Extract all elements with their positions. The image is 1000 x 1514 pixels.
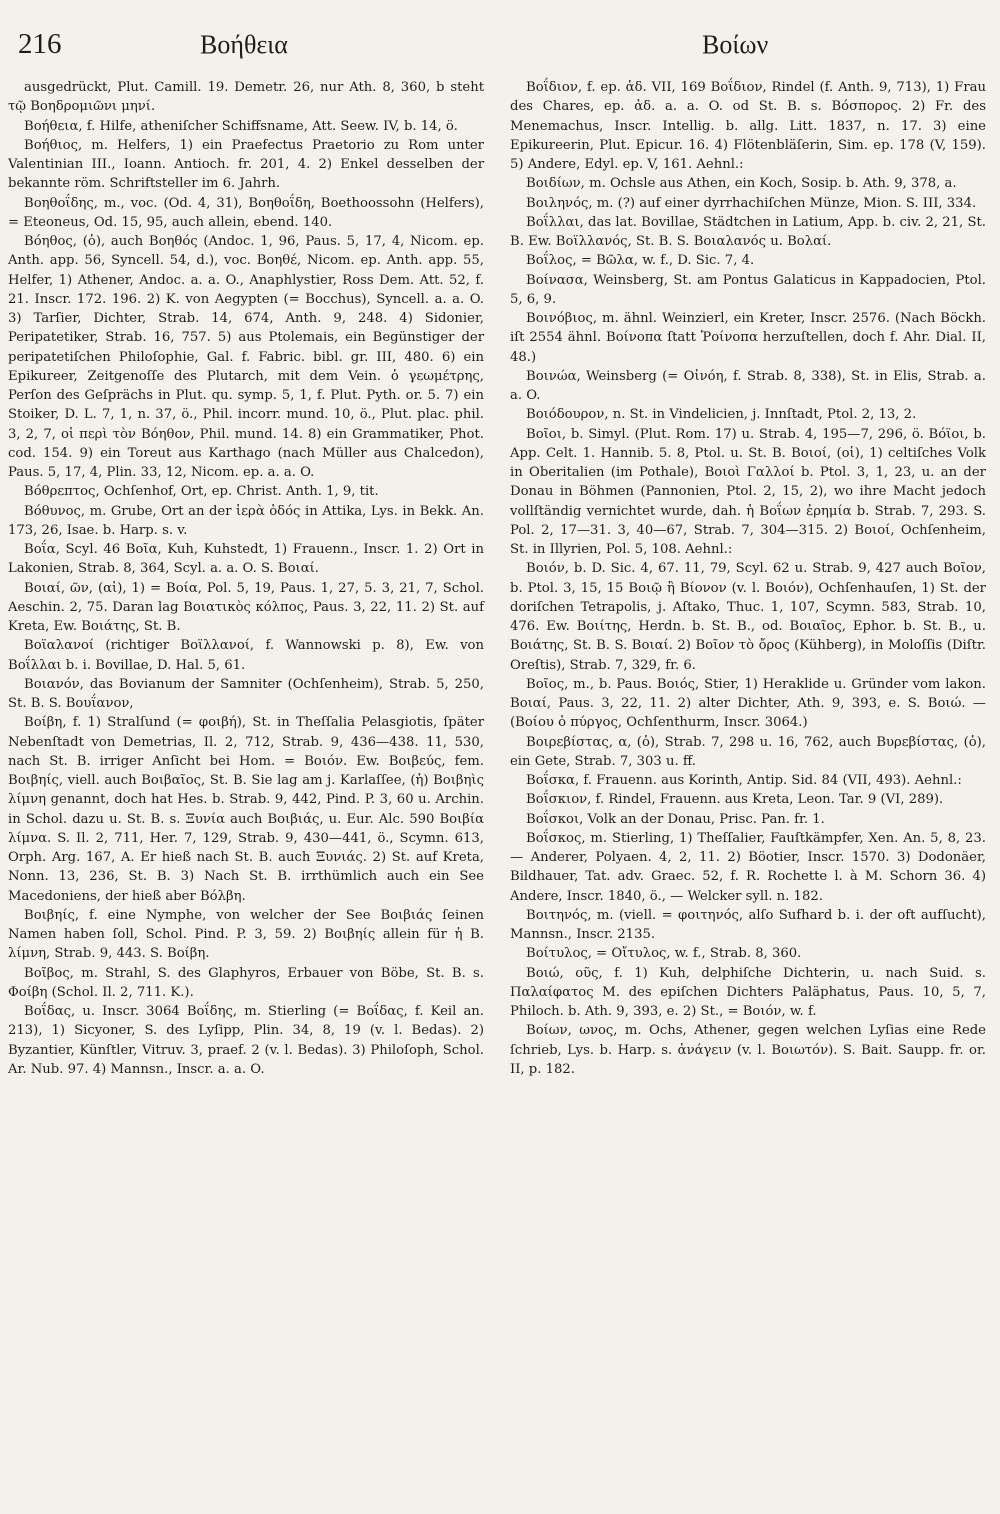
page-number: 216 <box>18 28 62 60</box>
dictionary-entry: Βόθυνος, m. Grube, Ort an der ἱερὰ ὁδός in Attika, Lys. in Bekk. An. 173, 26, Isae. b. Harp. s. v. <box>8 503 484 538</box>
dictionary-entry: Βόηθος, (ὁ), auch Βοηθός (Andoc. 1, 96, Paus. 5, 17, 4, Nicom. ep. Anth. app. 56, Syncell. 54, d.), voc. Βοηθέ, Nicom. ep. Anth. app. 55, Helfer, 1) Athener, Andoc. a. a. O., Anaphlystier, Ross Dem. Att. 52, f. 21. Inscr. 172. 196. 2) K. von Aegypten (= Bocchus), Syncell. a. a. O. 3) Tarſier, Dichter, Strab. 14, 674, Anth. 9, 248. 4) Sidonier, Peripatetiker, Strab. 16, 757. 5) aus Ptolemais, ein Begünstiger der peripatetiſchen Philoſophie, Gal. f. Fabric. bibl. gr. III, 480. 6) ein Epikureer, Zeitgenoſſe des Plutarch, mit dem Vein. ὁ γεωμέτρης, Perſon des Geſprächs in Plut. qu. symp. 5, 1, f. Plut. Pyth. or. 5. 7) ein Stoiker, D. L. 7, 1, n. 37, ö., Phil. incorr. mund. 10, ö., Plut. plac. phil. 3, 2, 7, οἱ περὶ τὸν Βόηθον, Phil. mund. 14. 8) ein Grammatiker, Phot. cod. 154. 9) ein Toreut aus Karthago (nach Müller aus Chalcedon), Paus. 5, 17, 4, Plin. 33, 12, Nicom. ep. a. a. O. <box>8 234 484 480</box>
dictionary-entry: Βοιανόν, das Bovianum der Samniter (Ochſenheim), Strab. 5, 250, St. B. S. Βουΐανον, <box>8 676 484 711</box>
dictionary-entry: Βοΐσκος, m. Stierling, 1) Theſſalier, Fauſtkämpfer, Xen. An. 5, 8, 23. — Anderer, Polyaen. 4, 2, 11. 2) Böotier, Inscr. 1570. 3) Dodonäer, Bildhauer, Tat. adv. Graec. 52, f. R. Rochette l. à M. Schorn 36. 4) Andere, Inscr. 1840, ö., — Welcker syll. n. 182. <box>510 830 986 904</box>
dictionary-entry: Βοιαί, ῶν, (αἱ), 1) = Βοία, Pol. 5, 19, Paus. 1, 27, 5. 3, 21, 7, Schol. Aeschin. 2, 75. Daran lag Βοιατικὸς κόλπος, Paus. 3, 22, 11. 2) St. auf Kreta, Ew. Βοιάτης, St. B. <box>8 580 484 634</box>
dictionary-entry: Βοιρεβίστας, α, (ὁ), Strab. 7, 298 u. 16, 762, auch Βυρεβίστας, (ὁ), ein Gete, Strab. 7, 303 u. ff. <box>510 734 986 769</box>
dictionary-entry: Βοΐλλαι, das lat. Bovillae, Städtchen in Latium, App. b. civ. 2, 21, St. B. Ew. Βοϊλλανός, St. B. S. Βοιαλανός u. Βολαί. <box>510 214 986 249</box>
running-head-right: Βοίων <box>702 30 769 59</box>
dictionary-entry: Βοΐα, Scyl. 46 Βοῖα, Kuh, Kuhstedt, 1) Frauenn., Inscr. 1. 2) Ort in Lakonien, Strab. 8, 364, Scyl. a. a. O. S. Βοιαί. <box>8 542 484 577</box>
dictionary-entry: Βοῖοι, b. Simyl. (Plut. Rom. 17) u. Strab. 4, 195—7, 296, ö. Βόϊοι, b. App. Celt. 1. Hannib. 5. 8, Ptol. u. St. B. Βοιοί, (οἱ), 1) celtiſches Volk in Oberitalien (im Pothale), Βοιοὶ Γαλλοί b. Ptol. 3, 1, 23, u. an der Donau in Böhmen (Pannonien, Ptol. 2, 15, 2), wo ihre Macht jedoch vollſtändig vernichtet wurde, dah. ἡ Βοΐων ἐρημία b. Strab. 7, 293. S. Pol. 2, 17—31. 3, 40—67, Strab. 7, 304—315. 2) Βοιοί, Ochſenheim, St. in Illyrien, Pol. 5, 108. Aehnl.: <box>510 426 986 557</box>
dictionary-entry: Βοίτυλος, = Οἴτυλος, w. f., Strab. 8, 360. <box>526 946 802 962</box>
dictionary-entry: Βοίων, ωνος, m. Ochs, Athener, gegen welchen Lyſias eine Rede ſchrieb, Lys. b. Harp. s. ἀνάγειν (v. l. Βοιωτόν). S. Bait. Saupp. fr. or. II, p. 182. <box>510 1023 986 1077</box>
dictionary-entry: Βόθρεπτος, Ochſenhof, Ort, ep. Christ. Anth. 1, 9, tit. <box>24 484 379 500</box>
dictionary-entry: Βοιβηίς, f. eine Nymphe, von welcher der See Βοιβιάς ſeinen Namen haben ſoll, Schol. Pind. P. 3, 59. 2) Βοιβηίς allein für ἡ Β. λίμνη, Strab. 9, 443. S. Βοίβη. <box>8 907 484 962</box>
dictionary-entry: Βοιόν, b. D. Sic. 4, 67. 11, 79, Scyl. 62 u. Strab. 9, 427 auch Βοῖον, b. Ptol. 3, 15, 15 Βοιῷ ἢ Βίονον (v. l. Βοιόν), Ochſenhauſen, 1) St. der doriſchen Tetrapolis, j. Aſtako, Thuc. 1, 107, Scymn. 583, Strab. 10, 476. Ew. Βοιίτης, Herdn. b. St. B., od. Βοιαῖος, Ephor. b. St. B., u. Βοιάτης, St. B. S. Βοιαί. 2) Βοῖον τὸ ὄρος (Kühberg), in Moloſſis (Diſtr. Oreſtis), Strab. 7, 329, fr. 6. <box>510 561 986 673</box>
dictionary-entry: Βοινόβιος, m. ähnl. Weinzierl, ein Kreter, Inscr. 2576. (Nach Böckh. iſt 2554 ähnl. Βοίνοπα ſtatt Ῥοίνοπα herzuſtellen, doch f. Ahr. Dial. II, 48.) <box>510 311 986 365</box>
dictionary-entry: Βοΐσκιον, f. Rindel, Frauenn. aus Kreta, Leon. Tar. 9 (VI, 289). <box>526 792 944 808</box>
page-header <box>18 18 982 72</box>
dictionary-entry: Βοιόδουρον, n. St. in Vindelicien, j. Innſtadt, Ptol. 2, 13, 2. <box>526 407 917 423</box>
dictionary-entry: Βοιτηνός, m. (viell. = φοιτηνός, alſo Sufhard b. i. der oft aufſucht), Mannsn., Inscr. 2135. <box>510 907 986 942</box>
dictionary-entry: Βοινώα, Weinsberg (= Οἰνόη, f. Strab. 8, 338), St. in Elis, Strab. a. a. O. <box>510 368 986 403</box>
dictionary-entry: Βοῖβος, m. Strahl, S. des Glaphyros, Erbauer von Böbe, St. B. s. Φοίβη (Schol. Il. 2, 711. K.). <box>8 965 484 1000</box>
dictionary-entry: Βοίνασα, Weinsberg, St. am Pontus Galaticus in Kappadocien, Ptol. 5, 6, 9. <box>510 272 986 307</box>
dictionary-entry: Βοίβη, f. 1) Stralſund (= φοιβή), St. in Theſſalia Pelasgiotis, ſpäter Nebenſtadt von Demetrias, Il. 2, 712, Strab. 9, 436—438. 11, 530, nach St. B. irriger Anſicht bei Hom. = Βοιόν. Ew. Βοιβεύς, fem. Βοιβηίς, viell. auch Βοιβαῖος, St. B. Sie lag am j. Karlaſſee, (ἡ) Βοιβηὶς λίμνη genannt, doch hat Hes. b. Strab. 9, 442, Pind. P. 3, 60 u. Archin. in Schol. dazu u. St. B. s. Ξυνία auch Βοιβιάς, u. Eur. Alc. 590 Βοιβία λίμνα. S. Il. 2, 711, Her. 7, 129, Strab. 9, 430—441, ö., Scymn. 613, Orph. Arg. 167, A. Er hieß nach St. B. auch Ξυνιάς. 2) St. auf Kreta, Nonn. 13, 236, St. B. 3) Nach St. B. irrthümlich auch ein See Macedoniens, der hieß aber Βόλβη. <box>8 715 484 904</box>
dictionary-entry: Βοήθεια, f. Hilfe, atheniſcher Schiffsname, Att. Seew. IV, b. 14, ö. <box>24 118 458 134</box>
dictionary-entry: Βοΐσκοι, Volk an der Donau, Prisc. Pan. fr. 1. <box>526 811 825 827</box>
dictionary-entry: Βοϊαλανοί (richtiger Βοϊλλανοί, f. Wannowski p. 8), Ew. von Βοΐλλαι b. i. Bovillae, D. Hal. 5, 61. <box>8 638 484 673</box>
dictionary-entry: Βοῖος, m., b. Paus. Βοιός, Stier, 1) Heraklide u. Gründer vom lakon. Βοιαί, Paus. 3, 22, 11. 2) alter Dichter, Ath. 9, 393, e. S. Βοιώ. — (Βοίου ὁ πύργος, Ochſenthurm, Inscr. 3064.) <box>510 676 986 731</box>
dictionary-entry: Βοΐδας, u. Inscr. 3064 Βοΐδης, m. Stierling (= Βοΐδας, f. Keil an. 213), 1) Sicyoner, S. des Lyſipp, Plin. 34, 8, 19 (v. l. Bedas). 2) Byzantier, Künſtler, Vitruv. 3, praef. 2 (v. l. Bedas). 3) Philoſoph, Schol. Ar. Nub. 97. 4) Mannsn., Inscr. a. a. O. <box>8 1004 484 1077</box>
dictionary-entry: Βοΐσκα, f. Frauenn. aus Korinth, Antip. Sid. 84 (VII, 493). Aehnl.: <box>526 773 962 788</box>
dictionary-entry: ausgedrückt, Plut. Camill. 19. Demetr. 26, nur Ath. 8, 360, b steht τῷ Βοηδρομιῶνι μηνί. <box>8 80 484 115</box>
dictionary-entry: Βοΐδιον, f. ep. ἀδ. VII, 169 Βοΐδιον, Rindel (f. Anth. 9, 713), 1) Frau des Chares, ep. ἀδ. a. a. O. od St. B. s. Βόσπορος. 2) Fr. des Menemachus, Inscr. Intellig. b. allg. Litt. 1837, n. 17. 3) eine Epikureerin, Plut. Epicur. 16. 4) Flötenbläſerin, Sim. ep. 178 (V, 159). 5) Andere, Edyl. ep. V, 161. Aehnl.: <box>510 80 986 172</box>
right-column <box>510 78 986 1079</box>
running-head-left: Βοήθεια <box>200 30 288 59</box>
left-column <box>8 78 484 1079</box>
dictionary-entry: Βοΐλος, = Βῶλα, w. f., D. Sic. 7, 4. <box>526 253 755 269</box>
dictionary-entry: Βοιληνός, m. (?) auf einer dyrrhachiſchen Münze, Mion. S. III, 334. <box>526 195 977 211</box>
dictionary-entry: Βοήθιος, m. Helfers, 1) ein Praefectus Praetorio zu Rom unter Valentinian III., Ioann. Antioch. fr. 201, 4. 2) Enkel desselben der bekannte röm. Schriftsteller im 6. Jahrh. <box>8 137 484 192</box>
dictionary-entry: Βοιδίων, m. Ochsle aus Athen, ein Koch, Sosip. b. Ath. 9, 378, a. <box>526 176 957 192</box>
dictionary-entry: Βοιώ, οῦς, f. 1) Kuh, delphiſche Dichterin, u. nach Suid. s. Παλαίφατος M. des epiſchen Dichters Paläphatus, Paus. 10, 5, 7, Philoch. b. Ath. 9, 393, e. 2) St., = Βοιόν, w. f. <box>510 965 986 1019</box>
dictionary-entry: Βοηθοΐδης, m., voc. (Od. 4, 31), Βοηθοΐδη, Boethoossohn (Helfers), = Eteoneus, Od. 15, 95, auch allein, ebend. 140. <box>8 195 484 230</box>
